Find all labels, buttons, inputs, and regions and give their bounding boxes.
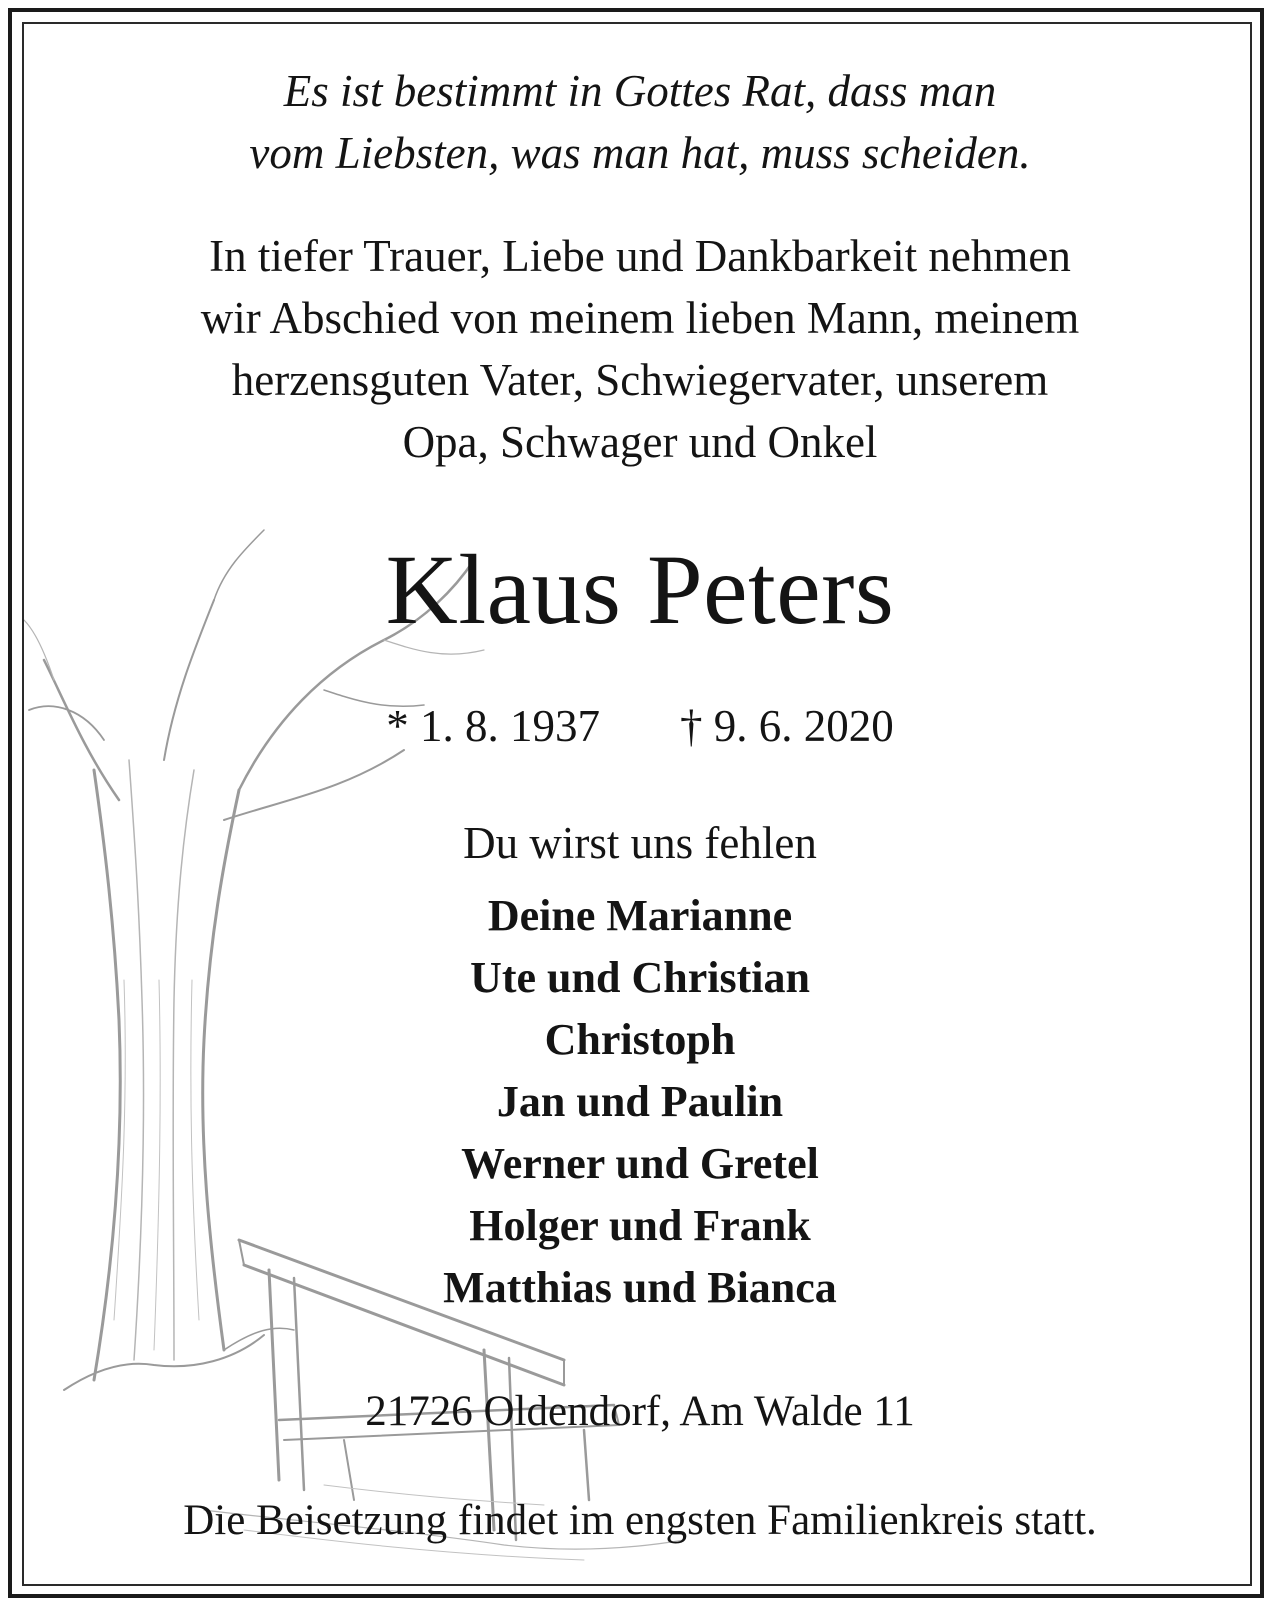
family-member: Deine Marianne <box>487 891 793 940</box>
life-dates <box>24 698 1256 754</box>
funeral-note: Die Beisetzung findet im engsten Familienkreis statt. <box>183 1497 1097 1544</box>
family-member: Christoph <box>544 1015 736 1064</box>
address: 21726 Oldendorf, Am Walde 11 <box>365 1388 915 1435</box>
intro-line-2: wir Abschied von meinem lieben Mann, meinem <box>200 293 1080 343</box>
family-member: Matthias und Bianca <box>443 1263 837 1312</box>
quote-line-1: Es ist bestimmt in Gottes Rat, dass man <box>283 66 997 116</box>
family-member: Ute und Christian <box>470 953 810 1002</box>
family-member: Jan und Paulin <box>496 1077 784 1126</box>
intro-line-4: Opa, Schwager und Onkel <box>402 417 878 467</box>
deceased-name: Klaus Peters <box>385 534 895 645</box>
family-member: Holger und Frank <box>469 1201 811 1250</box>
death-date: † 9. 6. 2020 <box>680 701 894 751</box>
birth-date: * 1. 8. 1937 <box>386 701 600 751</box>
farewell-text: Du wirst uns fehlen <box>463 818 817 868</box>
quote-line-2: vom Liebsten, was man hat, muss scheiden. <box>249 128 1031 178</box>
intro-line-3: herzensguten Vater, Schwiegervater, unserem <box>231 355 1049 405</box>
intro-line-1: In tiefer Trauer, Liebe und Dankbarkeit nehmen <box>209 231 1071 281</box>
family-member: Werner und Gretel <box>461 1139 819 1188</box>
